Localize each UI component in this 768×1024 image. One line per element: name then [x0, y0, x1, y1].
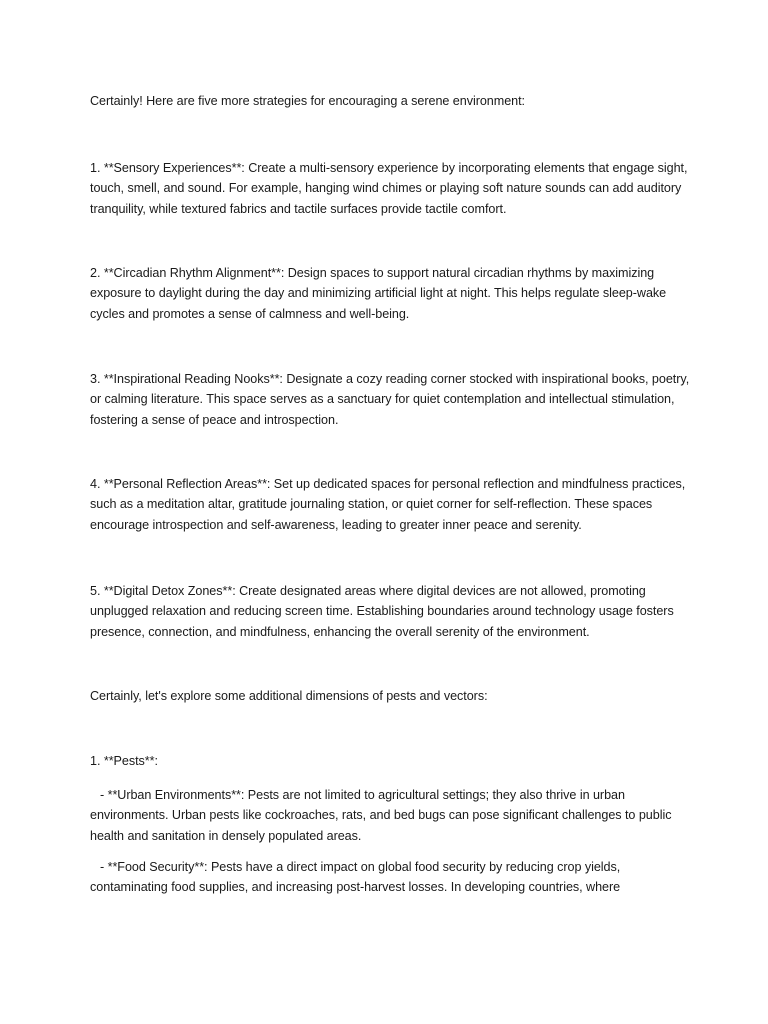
strategy-sensory-experiences: 1. **Sensory Experiences**: Create a multi-sensory experience by incorporating elements that engage sight, touch, smell, and sound. For example, hanging wind chimes or playing soft nature sounds can add auditory tranquility, while textured fabrics and tactile surfaces provide tactile comfort. [90, 161, 688, 216]
strategy-reading-nooks: 3. **Inspirational Reading Nooks**: Designate a cozy reading corner stocked with inspirational books, poetry, or calming literature. This space serves as a sanctuary for quiet contemplation and intellectual stimulation, fostering a sense of peace and introspection. [90, 372, 690, 427]
intro-paragraph: Certainly! Here are five more strategies for encouraging a serene environment: [90, 94, 526, 108]
pests-heading: 1. **Pests**: [90, 754, 158, 768]
strategy-circadian-rhythm: 2. **Circadian Rhythm Alignment**: Design spaces to support natural circadian rhythms by maximizing exposure to daylight during the day and minimizing artificial light at night. This helps regulate sleep-wake cycles and promotes a sense of calmness and well-being. [90, 266, 667, 321]
pests-food-security: - **Food Security**: Pests have a direct impact on global food security by reducing crop yields, contaminating food supplies, and increasing post-harvest losses. In developing countries, where [90, 860, 621, 895]
pests-urban-environments: - **Urban Environments**: Pests are not limited to agricultural settings; they also thrive in urban environments. Urban pests like cockroaches, rats, and bed bugs can pose significant challenges to public health and sanitation in densely populated areas. [90, 788, 672, 843]
strategy-reflection-areas: 4. **Personal Reflection Areas**: Set up dedicated spaces for personal reflection and mindfulness practices, such as a meditation altar, gratitude journaling station, or quiet corner for self-reflection. These spaces encourage introspection and self-awareness, leading to greater inner peace and serenity. [90, 477, 686, 532]
pests-intro-paragraph: Certainly, let's explore some additional dimensions of pests and vectors: [90, 689, 488, 703]
strategy-digital-detox: 5. **Digital Detox Zones**: Create designated areas where digital devices are not allowed, promoting unplugged relaxation and reducing screen time. Establishing boundaries around technology usage fosters presence, connection, and mindfulness, enhancing the overall serenity of the environment. [90, 584, 674, 639]
